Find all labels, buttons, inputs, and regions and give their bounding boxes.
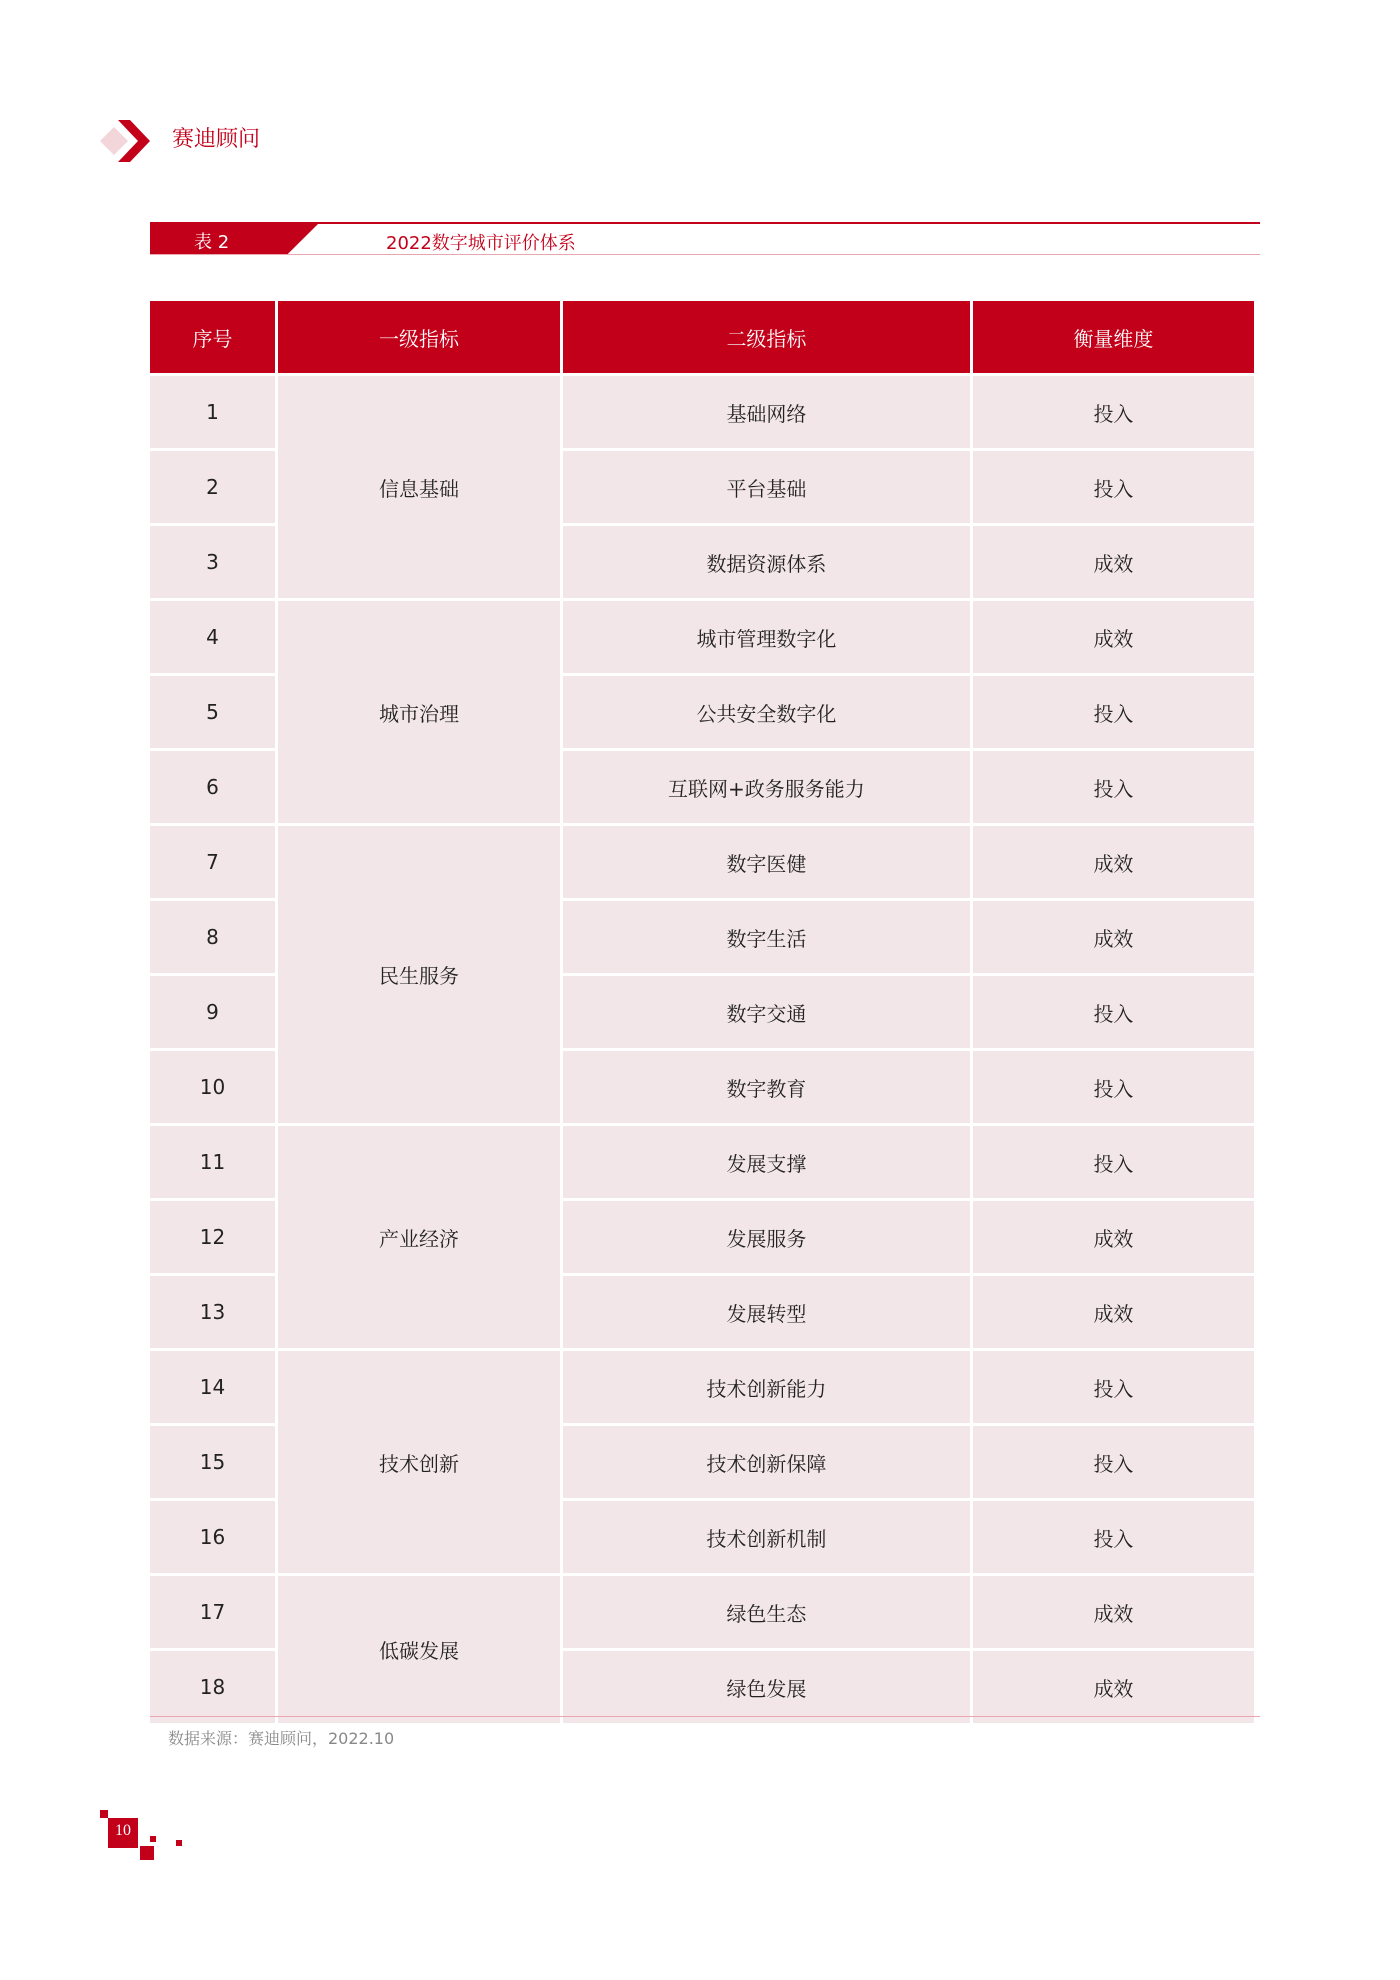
page-number: 10 — [115, 1822, 131, 1839]
brand-name: 赛迪顾问 — [172, 127, 261, 152]
header-dimension: 衡量维度 — [973, 301, 1254, 373]
cell-level2: 技术创新保障 — [563, 1426, 970, 1498]
page-deco-square — [150, 1836, 156, 1842]
cell-dimension: 成效 — [973, 1576, 1254, 1648]
cell-level1: 信息基础 — [278, 376, 560, 598]
cell-dimension: 投入 — [973, 1351, 1254, 1423]
title-bottom-rule — [150, 254, 1260, 255]
cell-level1: 产业经济 — [278, 1126, 560, 1348]
table-number-tab — [150, 224, 318, 254]
table-row — [150, 601, 1254, 673]
cell-level2: 数字生活 — [563, 901, 970, 973]
cell-dimension: 成效 — [973, 1201, 1254, 1273]
cell-level2: 公共安全数字化 — [563, 676, 970, 748]
table-row — [150, 826, 1254, 898]
cell-level2: 数字医健 — [563, 826, 970, 898]
cell-no: 1 — [150, 376, 275, 448]
cell-level2: 数字交通 — [563, 976, 970, 1048]
cell-dimension: 成效 — [973, 1276, 1254, 1348]
cell-no: 11 — [150, 1126, 275, 1198]
cell-level1: 低碳发展 — [278, 1576, 560, 1723]
data-source-note: 数据来源：赛迪顾问，2022.10 — [168, 1729, 395, 1748]
table-title: 2022数字城市评价体系 — [386, 233, 576, 254]
cell-level2: 绿色发展 — [563, 1651, 970, 1723]
cell-no: 5 — [150, 676, 275, 748]
cell-no: 13 — [150, 1276, 275, 1348]
cell-level2: 发展转型 — [563, 1276, 970, 1348]
cell-dimension: 投入 — [973, 1501, 1254, 1573]
table-row — [150, 1126, 1254, 1198]
cell-dimension: 投入 — [973, 751, 1254, 823]
cell-no: 16 — [150, 1501, 275, 1573]
cell-dimension: 成效 — [973, 601, 1254, 673]
table-header-row — [150, 301, 1254, 373]
table-row — [150, 1351, 1254, 1423]
cell-dimension: 成效 — [973, 826, 1254, 898]
cell-dimension: 投入 — [973, 1426, 1254, 1498]
cell-level2: 平台基础 — [563, 451, 970, 523]
page-deco-square — [140, 1846, 154, 1860]
cell-level2: 互联网+政务服务能力 — [563, 751, 970, 823]
cell-level2: 绿色生态 — [563, 1576, 970, 1648]
cell-no: 14 — [150, 1351, 275, 1423]
cell-dimension: 投入 — [973, 1126, 1254, 1198]
header-level1: 一级指标 — [278, 301, 560, 373]
cell-no: 9 — [150, 976, 275, 1048]
cell-no: 4 — [150, 601, 275, 673]
cell-no: 18 — [150, 1651, 275, 1723]
cell-no: 6 — [150, 751, 275, 823]
cell-no: 10 — [150, 1051, 275, 1123]
source-rule — [150, 1716, 1260, 1717]
cell-dimension: 投入 — [973, 676, 1254, 748]
cell-no: 17 — [150, 1576, 275, 1648]
cell-level1: 技术创新 — [278, 1351, 560, 1573]
cell-level2: 技术创新机制 — [563, 1501, 970, 1573]
cell-no: 8 — [150, 901, 275, 973]
table-title-bar — [150, 224, 1260, 256]
cell-level2: 技术创新能力 — [563, 1351, 970, 1423]
cell-dimension: 投入 — [973, 451, 1254, 523]
cell-dimension: 成效 — [973, 901, 1254, 973]
cell-level2: 发展支撑 — [563, 1126, 970, 1198]
cell-dimension: 投入 — [973, 376, 1254, 448]
cell-level2: 数据资源体系 — [563, 526, 970, 598]
evaluation-table — [147, 298, 1257, 1726]
page-deco-square — [176, 1840, 182, 1846]
cell-level2: 城市管理数字化 — [563, 601, 970, 673]
table-number: 表 2 — [194, 232, 230, 253]
cell-no: 7 — [150, 826, 275, 898]
cell-level2: 发展服务 — [563, 1201, 970, 1273]
cell-dimension: 投入 — [973, 1051, 1254, 1123]
table-row — [150, 376, 1254, 448]
header-no: 序号 — [150, 301, 275, 373]
cell-level2: 基础网络 — [563, 376, 970, 448]
brand-logo-icon — [96, 116, 156, 166]
cell-level1: 民生服务 — [278, 826, 560, 1123]
cell-no: 15 — [150, 1426, 275, 1498]
cell-level1: 城市治理 — [278, 601, 560, 823]
cell-dimension: 投入 — [973, 976, 1254, 1048]
cell-dimension: 成效 — [973, 1651, 1254, 1723]
cell-no: 3 — [150, 526, 275, 598]
header-level2: 二级指标 — [563, 301, 970, 373]
table-row — [150, 1576, 1254, 1648]
cell-no: 2 — [150, 451, 275, 523]
cell-no: 12 — [150, 1201, 275, 1273]
page-deco-square — [100, 1810, 108, 1818]
cell-dimension: 成效 — [973, 526, 1254, 598]
cell-level2: 数字教育 — [563, 1051, 970, 1123]
